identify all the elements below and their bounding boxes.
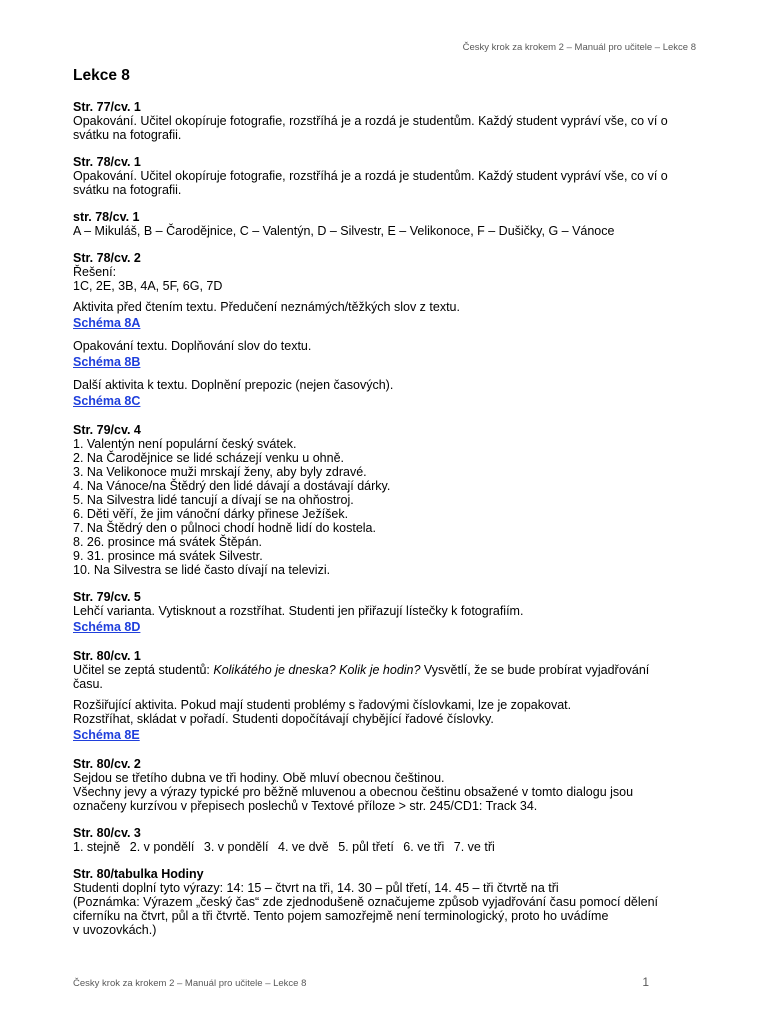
answer-list <box>73 840 713 854</box>
schema-8a-link[interactable]: Schéma 8A <box>73 316 141 330</box>
answer-item: 7. ve tři <box>453 840 495 854</box>
paragraph-line: Rozstříhat, skládat v pořadí. Studenti dopočítávají chybějící řadové číslovky. <box>73 712 494 726</box>
section-heading: Str. 80/cv. 1 <box>73 649 141 663</box>
paragraph-line: Další aktivita k textu. Doplnění prepozic (nejen časových). <box>73 378 394 392</box>
schema-8d-link[interactable]: Schéma 8D <box>73 620 141 634</box>
schema-8c-link[interactable]: Schéma 8C <box>73 394 141 408</box>
paragraph-line: svátku na fotografii. <box>73 183 182 197</box>
paragraph-line: Opakování. Učitel okopíruje fotografie, rozstříhá je a rozdá je studentům. Každý student vypráví vše, co ví o <box>73 169 668 183</box>
section-heading: Str. 79/cv. 5 <box>73 590 141 604</box>
section-heading: Str. 79/cv. 4 <box>73 423 141 437</box>
section-str78-cv2 <box>73 251 713 410</box>
list-item: 3. Na Velikonoce muži mrskají ženy, aby byly zdravé. <box>73 465 367 479</box>
section-str80-tabulka-hodiny <box>73 867 713 937</box>
schema-8e-link[interactable]: Schéma 8E <box>73 728 140 742</box>
section-str79-cv5 <box>73 590 713 636</box>
intro-text: Učitel se zeptá studentů: <box>73 663 214 677</box>
italic-question: Kolikátého je dneska? Kolik je hodin? <box>213 663 421 677</box>
running-header: Česky krok za krokem 2 – Manuál pro učitele – Lekce 8 <box>462 42 696 53</box>
section-str79-cv4 <box>73 423 713 577</box>
paragraph-line: Opakování textu. Doplňování slov do textu. <box>73 339 312 353</box>
paragraph-line <box>73 663 713 677</box>
paragraph-line: Studenti doplní tyto výrazy: 14: 15 – čtvrt na tři, 14. 30 – půl třetí, 14. 45 – tři čtvrtě na tři <box>73 881 559 895</box>
list-item: 2. Na Čarodějnice se lidé scházejí venku u ohně. <box>73 451 344 465</box>
section-str77-cv1 <box>73 100 713 142</box>
paragraph-line: označeny kurzívou v přepisech poslechů v Textové příloze > str. 245/CD1: Track 34. <box>73 799 538 813</box>
page-title: Lekce 8 <box>73 67 130 84</box>
section-str78-cv1 <box>73 155 713 197</box>
section-str80-cv2 <box>73 757 713 813</box>
paragraph-line: ciferníku na čtvrt, půl a tři čtvrtě. Tento pojem samozřejmě není terminologický, proto ho uvádíme <box>73 909 609 923</box>
section-str78-cv1-answers <box>73 210 713 238</box>
paragraph-line: (Poznámka: Výrazem „český čas“ zde zjednodušeně označujeme způsob vyjadřování času pomocí dělení <box>73 895 659 909</box>
answer-item: 1. stejně <box>73 840 121 854</box>
paragraph-line: Sejdou se třetího dubna ve tři hodiny. Obě mluví obecnou češtinou. <box>73 771 445 785</box>
document-body <box>73 66 713 937</box>
section-str80-cv1 <box>73 649 713 744</box>
paragraph-line: Rozšiřující aktivita. Pokud mají studenti problémy s řadovými číslovkami, lze je zopakovat. <box>73 698 572 712</box>
answer-item: 4. ve dvě <box>278 840 329 854</box>
page-number: 1 <box>642 975 649 989</box>
list-item: 4. Na Vánoce/na Štědrý den lidé dávají a dostávají dárky. <box>73 479 391 493</box>
answer-item: 5. půl třetí <box>338 840 394 854</box>
section-heading: Str. 80/tabulka Hodiny <box>73 867 204 881</box>
schema-8b-link[interactable]: Schéma 8B <box>73 355 141 369</box>
answer-item: 3. v pondělí <box>203 840 269 854</box>
running-footer: Česky krok za krokem 2 – Manuál pro učitele – Lekce 8 <box>73 978 307 989</box>
paragraph-line: Lehčí varianta. Vytisknout a rozstříhat. Studenti jen přiřazují lístečky k fotografiím. <box>73 604 524 618</box>
section-heading: Str. 78/cv. 2 <box>73 251 141 265</box>
paragraph-line: svátku na fotografii. <box>73 128 182 142</box>
paragraph-line: v uvozovkách.) <box>73 923 157 937</box>
section-heading: Str. 77/cv. 1 <box>73 100 141 114</box>
answer-item: 2. v pondělí <box>129 840 195 854</box>
list-item: 1. Valentýn není populární český svátek. <box>73 437 297 451</box>
section-heading: Str. 80/cv. 3 <box>73 826 141 840</box>
paragraph-line: Řešení: <box>73 265 117 279</box>
paragraph-line: Opakování. Učitel okopíruje fotografie, rozstříhá je a rozdá je studentům. Každý student vypráví vše, co ví o <box>73 114 668 128</box>
answer-item: 6. ve tři <box>403 840 445 854</box>
list-item: 8. 26. prosince má svátek Štěpán. <box>73 535 262 549</box>
paragraph-line: A – Mikuláš, B – Čarodějnice, C – Valentýn, D – Silvestr, E – Velikonoce, F – Dušičky, G – Vánoce <box>73 224 615 238</box>
section-heading: Str. 78/cv. 1 <box>73 155 141 169</box>
paragraph-line: Aktivita před čtením textu. Předučení neznámých/těžkých slov z textu. <box>73 300 460 314</box>
paragraph-line: času. <box>73 677 103 691</box>
list-item: 7. Na Štědrý den o půlnoci chodí hodně lidí do kostela. <box>73 521 376 535</box>
section-heading: str. 78/cv. 1 <box>73 210 140 224</box>
section-heading: Str. 80/cv. 2 <box>73 757 141 771</box>
list-item: 10. Na Silvestra se lidé často dívají na televizi. <box>73 563 331 577</box>
list-item: 9. 31. prosince má svátek Silvestr. <box>73 549 263 563</box>
continuation-text: Vysvětlí, že se bude probírat vyjadřování <box>420 663 650 677</box>
section-str80-cv3 <box>73 826 713 854</box>
list-item: 5. Na Silvestra lidé tancují a dívají se na ohňostroj. <box>73 493 354 507</box>
paragraph-line: Všechny jevy a výrazy typické pro běžně mluvenou a obecnou češtinu obsažené v tomto dialogu jsou <box>73 785 634 799</box>
paragraph-line: 1C, 2E, 3B, 4A, 5F, 6G, 7D <box>73 279 223 293</box>
list-item: 6. Děti věří, že jim vánoční dárky přinese Ježíšek. <box>73 507 349 521</box>
